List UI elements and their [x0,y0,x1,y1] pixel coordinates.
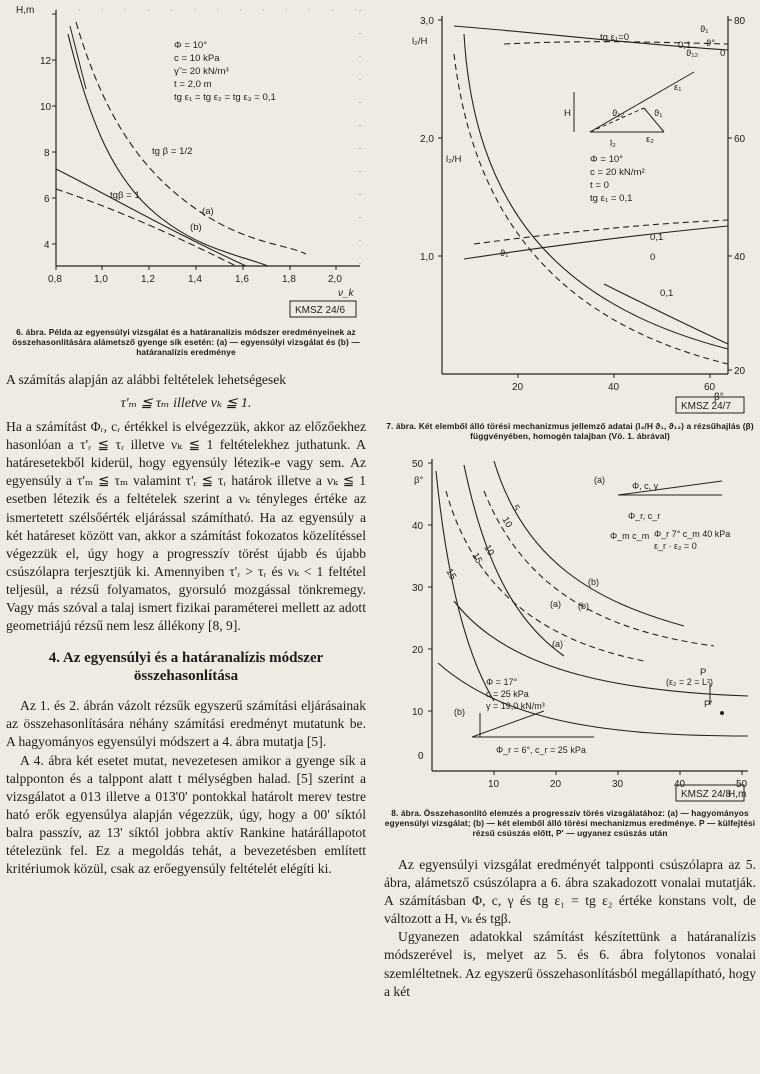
fig8-curve-15-dash [446,491,644,661]
fig7-param: tg ε₁ = 0,1 [590,193,633,204]
fig8-curve-label: 15 [469,551,485,566]
fig7-curve-label: tg ε₁=0 [600,32,630,43]
fig7-inset-H: H [564,108,571,119]
fig8-label-a: (a) [550,599,561,609]
fig7-curve-label: 0,1 [660,288,674,299]
fig7-curve-label: 0,1 [650,232,664,243]
fig8-ylabel: β° [414,475,424,486]
fig8-ytick: 20 [412,645,424,656]
paragraph-right-1: Az egyensúlyi vizsgálat eredményét talpponti csúszólapra az 5. ábra, alámetsző csúszólapra a 6. ábra szakadozott vonalai mutatják. A számításban Φ, c, γ és tg ε₁ = tg ε₂ értéke konstans volt, de változott a H, νₖ és tgβ. [384,857,756,927]
fig6-ytick: 12 [40,56,52,67]
fig7-curve-label: ϑ₁ [500,248,509,259]
fig7-ylabel-right: ϑ₁ [700,24,709,35]
fig7-inset-e1: ε₁ [674,82,682,93]
fig8-bottom-label: Φ_r = 6°, c_r = 25 kPa [496,745,586,755]
fig6-curve-b-tgb-one [56,169,246,266]
fig6-label-tgb-half: tg β = 1/2 [152,146,193,157]
fig8-param: Φ = 17° [486,677,518,687]
fig7-left-tick: 2,0 [420,134,434,145]
fig8-curve-15 [436,471,497,701]
fig7-xtick: 60 [704,382,716,393]
fig7-right-tick: 40 [734,252,746,263]
fig7-kmsz: KMSZ 24/7 [681,401,732,412]
fig8-param: γ = 19,0 kN/m³ [486,701,545,711]
fig6-ytick: 4 [44,240,50,251]
fig6-param: γ̃ = 20 kN/m³ [174,66,229,77]
fig8-ytick: 50 [412,459,424,470]
fig7-curve-label: 0 [650,252,656,263]
fig6-ytick: 6 [44,194,50,205]
fig6-param: t = 2,0 m [174,79,212,90]
fig8-ytick: 10 [412,707,424,718]
fig8-label-phi-cm: Φ_m c_m [610,531,650,541]
fig7-curve-label: l₂/H [446,154,462,165]
fig8-ytick: 0 [418,751,424,762]
fig7-xlabel: β° [714,392,724,403]
fig8-xtick: 30 [612,779,624,790]
fig8-ytick: 30 [412,583,424,594]
fig7-param: c = 20 kN/m² [590,167,645,178]
right-column [384,4,756,1001]
fig8-label-cm40: Φ_r 7° c_m 40 kPa [654,529,731,539]
fig6-xlabel: ν_k [338,288,354,299]
fig7-right-tick: 80 [734,16,746,27]
fig7-right-tick: 20 [734,366,746,377]
fig6-label-tgb-one: tgβ = 1 [110,190,140,201]
fig8-label-b: (b) [454,707,465,717]
paragraph-intro: A számítás alapján az alábbi feltételek lehetségesek [6,372,287,387]
left-column [6,4,366,878]
fig6-xtick: 1,4 [188,274,202,285]
fig8-label-eps2: (ε₂ = 2 = L²) [666,677,714,687]
fig7-left-tick: 1,0 [420,252,434,263]
paragraph-right-2: Ugyanezen adatokkal számítást készítettünk a határanalízis módszerével is, melyet az 5. és 6. ábra folytonos vonalai szemléltetnek. Az egyszerű összehasonlításból megállapítható, hogy a két [384,929,756,999]
fig8-curve-label: 10 [481,543,497,558]
fig8-ytick: 40 [412,521,424,532]
fig7-caption: 7. ábra. Két elemből álló törési mechanizmus jellemző adatai (l₂/H ϑ₁, ϑ₁₂) a rézsűhajlás (β) függvényében, homogén talajban (Vö. 1. ábrával) [386,421,754,441]
fig7-xtick: 20 [512,382,524,393]
fig8-xtick: 50 [736,779,748,790]
paragraph-2: Az 1. és 2. ábrán vázolt rézsűk egyszerű számítási eljárásainak az összehasonlítására néhány számítási eredményt mutatunk be. A hagyományos egyensúlyi módszert a 4. ábra mutatja [5]. [6,698,366,750]
fig6-ytick: 10 [40,102,52,113]
fig8-param: c = 25 kPa [486,689,529,699]
fig7-ylabel-left: l₂/H [412,36,428,47]
fig6-xtick: 1,0 [94,274,108,285]
paragraph-3: A 4. ábra két esetet mutat, nevezetesen amikor a gyenge sík a talpponton és a talppont alatt t mélységben halad. [5] szerint a vizsgálatot a 013 illetve a 013'0' pontokkal határolt merev testre ható erők egyensúlya alapján végezzük, úgy, hogy a 00' síktól balra passzív, az 13' síktól jobbra aktív Rankine határállapotot tételezünk fel. Ez a megoldás tehát, a bevezetésben említett kritériumok közül, csak az erőegyensúly feltételét elégíti ki. [6,752,366,877]
fig8-curve-label: 10 [499,515,515,530]
fig8-label-phi-c-gamma: Φ, c, γ [632,481,659,491]
figure-7 [384,4,756,416]
fig8-label-P: P [700,667,707,678]
fig8-label-Pprime: P' [704,699,713,710]
fig7-ylabel-right2: ϑ° [706,38,716,49]
fig7-curve-label: 0 [720,48,726,59]
fig6-param: c = 10 kPa [174,53,220,64]
fig8-curve-label: 15 [443,567,459,582]
fig8-label-phir-cr: Φ_r, c_r [628,511,661,521]
fig8-label-a: (a) [594,475,605,485]
fig6-xtick: 0,8 [48,274,62,285]
fig7-param: t = 0 [590,180,609,191]
fig8-curve-10-dash [484,491,714,646]
fig8-xtick: 20 [550,779,562,790]
fig6-param: Φ = 10° [174,40,208,51]
fig7-inset-e2: ε₂ [646,134,655,145]
fig7-inset [564,72,694,149]
fig6-xtick: 1,6 [235,274,249,285]
fig7-inset-l2: l₂ [610,138,616,149]
fig7-curve-l2h-dash [454,54,728,364]
fig8-caption: 8. ábra. Összehasonlító elemzés a progresszív törés vizsgálatához: (a) — hagyományos egyensúlyi vizsgálat; (b) — két elemből álló törési mechanizmus eredménye. P — külfejtési rézsű csúszás előtt, P' — ugyanez csúszás után [384,808,756,838]
paragraph-1: Ha a számítást Φᵣ, cᵣ értékkel is elvégezzük, akkor az előzőekhez hasonlóan a τ'ᵣ ≦ τᵣ illetve νₖ ≦ 1 feltételekhez juthatunk. A határesetekből kiderül, hogy egyensúly létezik-e vagy sem. Az egyensúly a τ'ₘ ≦ τₘ valamint τ'ᵣ ≦ τᵣ határok illetve a νₖ ≦ 1 esetben létezik és a feltételek szerint a νₖ tényleges értéke az ismertetett szélsőérték eljárással számítható. Ha az egyensúly a két határeset között van, akkor a számítást fokozatos közelítéssel végezzük el, úgy hogy a progresszív törést újabb és újabb csúszólapra terjesztjük ki. Amennyiben τ'ᵣ > τᵣ és νₖ < 1 feltétel teljesül, a rézsű folyamatos, gyorsuló mozgással tönkremegy. Vagy más szóval a talaj ismert fizikai paraméterei mellett az adott geometriájú rézsű nem lesz állékony [8, 9]. [6,419,366,634]
fig7-param: Φ = 10° [590,154,624,165]
fig8-label-b: (b) [588,577,599,587]
fig7-curve-label: ϑ₁₂ [686,48,699,59]
fig6-label-b: (b) [190,222,202,233]
fig8-label-b: (b) [578,601,589,611]
fig8-label-eps: ε_r · ε₂ = 0 [654,541,697,551]
fig7-xtick: 40 [608,382,620,393]
fig8-xtick: 40 [674,779,686,790]
section-heading: 4. Az egyensúlyi és a határanalízis módszer összehasonlítása [48,650,324,685]
fig7-curve-label: 0,1 [678,40,692,51]
fig7-left-tick: 3,0 [420,16,434,27]
fig6-ylabel: H,m [16,5,35,16]
fig8-kmsz: KMSZ 24/8 [681,789,732,800]
fig6-label-a: (a) [202,206,214,217]
fig7-right-tick: 60 [734,134,746,145]
figure-8 [384,451,756,803]
fig6-param: tg ε₁ = tg ε₂ = tg ε₃ = 0,1 [174,92,276,103]
fig8-xlabel: H,m [728,789,747,800]
fig8-label-a: (a) [552,639,563,649]
fig6-kmsz: KMSZ 24/6 [295,305,346,316]
fig6-xtick: 1,2 [141,274,155,285]
fig8-xtick: 10 [488,779,500,790]
fig8-curve-label: 5 [509,503,522,514]
figure-6 [6,4,366,322]
fig7-inset-v1: ϑ₁ [654,108,663,119]
fig6-xtick: 1,8 [282,274,296,285]
fig7-curve-l2h [464,34,728,349]
fig7-inset-v12: ϑ₁₂ [612,108,625,119]
fig6-curve-a-tgb-one [56,189,236,266]
fig6-xtick: 2,0 [328,274,342,285]
fig6-caption: 6. ábra. Példa az egyensúlyi vizsgálat és a határanalízis módszer eredményeinek az összehasonlítására alámetsző gyenge sík esetén: (a) — egyensúlyi vizsgálat és (b) — határanalízis eredménye [12,327,360,357]
condition-formula: τ'ₘ ≦ τₘ illetve νₖ ≦ 1. [120,396,252,412]
fig6-ytick: 8 [44,148,50,159]
